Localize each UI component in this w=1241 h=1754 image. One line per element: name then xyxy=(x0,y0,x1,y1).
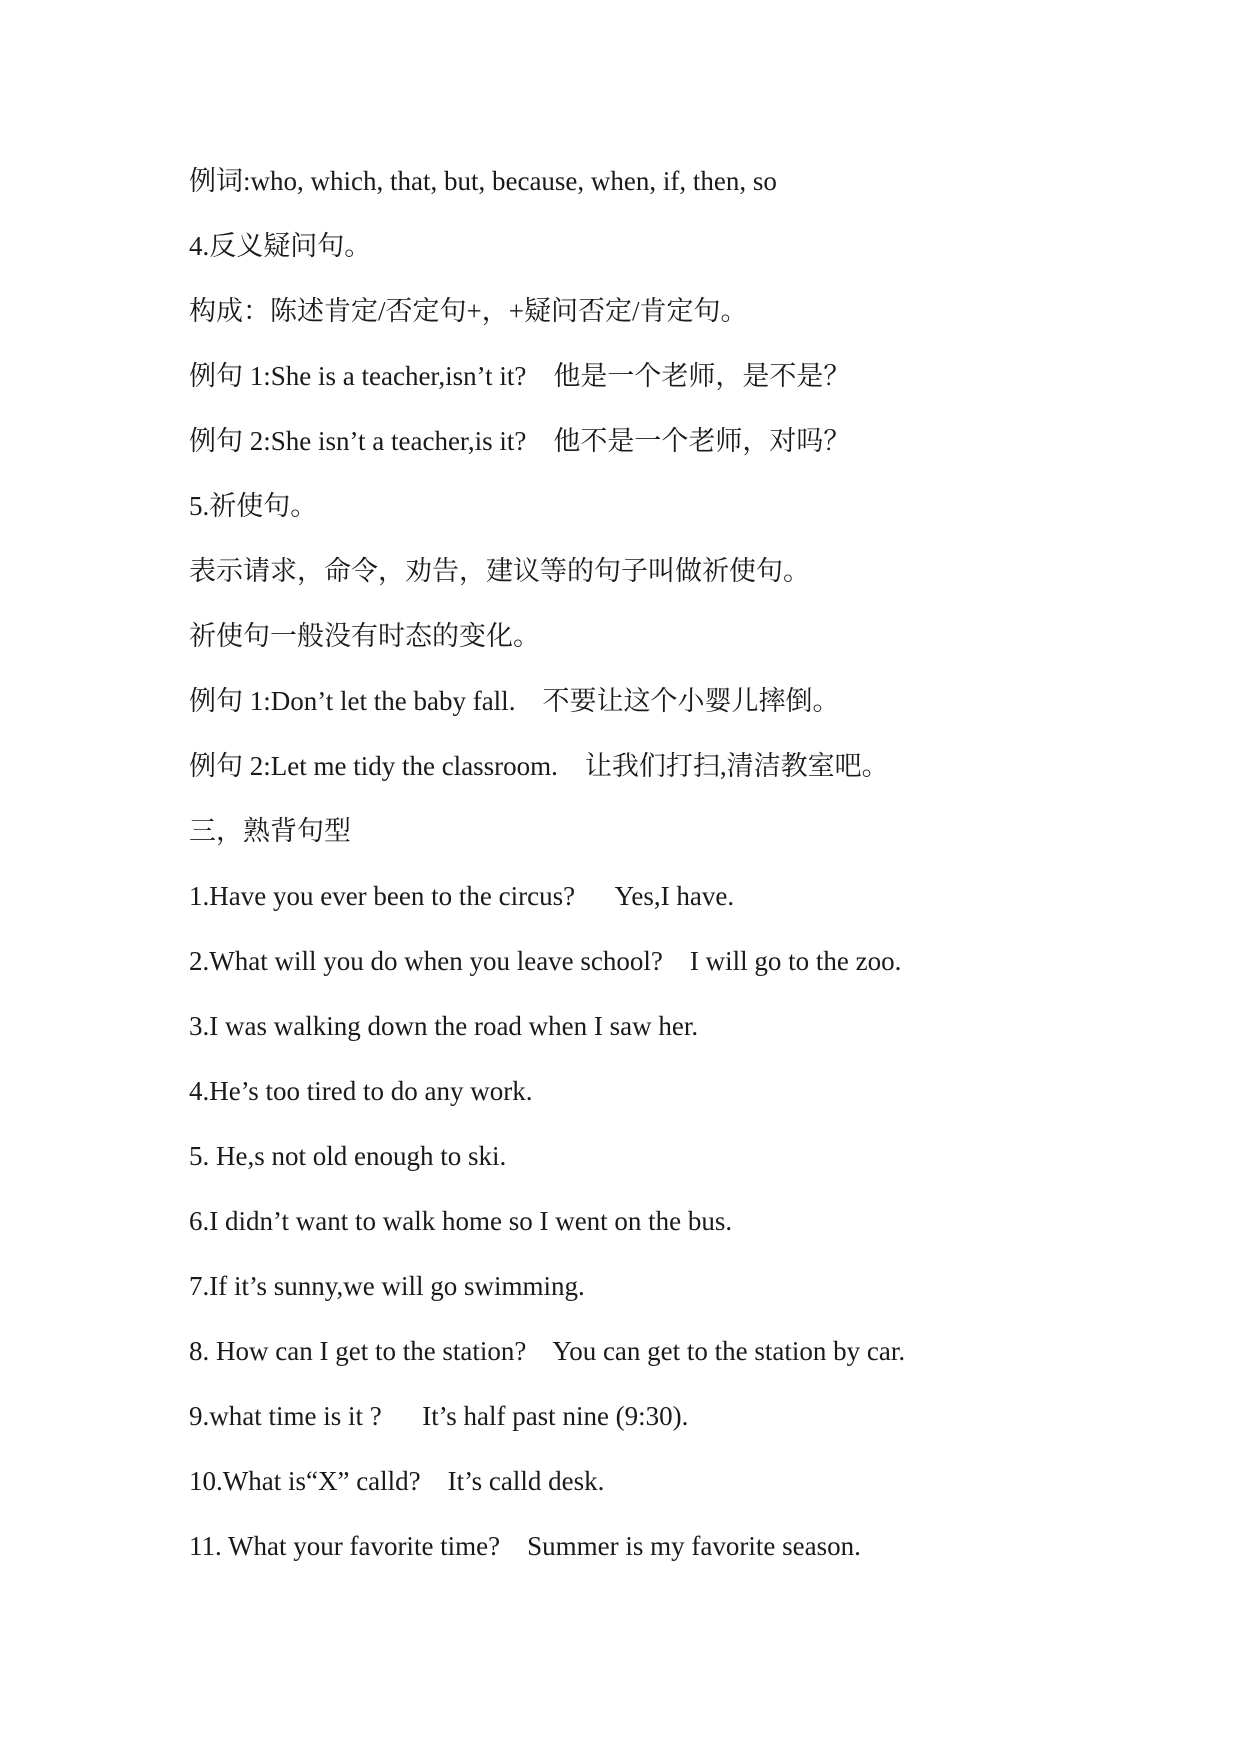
pattern-line-8: 8. How can I get to the station? You can get to the station by car. xyxy=(189,1336,906,1366)
example-sentence-4: 例句 2:Let me tidy the classroom. 让我们打扫,清洁教室吧。 xyxy=(189,751,889,781)
pattern-line-3: 3.I was walking down the road when I saw her. xyxy=(189,1011,699,1041)
heading-imperative: 5.祈使句。 xyxy=(189,491,318,521)
example-sentence-1: 例句 1:She is a teacher,isn’t it? 他是一个老师，是不是？ xyxy=(189,361,851,391)
pattern-line-5: 5. He,s not old enough to ski. xyxy=(189,1141,507,1171)
heading-tag-question: 4.反义疑问句。 xyxy=(189,231,372,261)
text-line-structure: 构成：陈述肯定/否定句+，+疑问否定/肯定句。 xyxy=(189,296,748,326)
text-line-imperative-tense: 祈使句一般没有时态的变化。 xyxy=(189,621,540,651)
pattern-line-1: 1.Have you ever been to the circus? Yes,I have. xyxy=(189,881,735,911)
example-sentence-2: 例句 2:She isn’t a teacher,is it? 他不是一个老师，对吗？ xyxy=(189,426,851,456)
text-line-example-words: 例词:who, which, that, but, because, when, if, then, so xyxy=(189,166,777,196)
pattern-line-4: 4.He’s too tired to do any work. xyxy=(189,1076,533,1106)
pattern-line-11: 11. What your favorite time? Summer is my favorite season. xyxy=(189,1531,861,1561)
text-line-imperative-definition: 表示请求，命令，劝告，建议等的句子叫做祈使句。 xyxy=(189,556,810,586)
pattern-line-10: 10.What is“X” calld? It’s calld desk. xyxy=(189,1466,605,1496)
example-sentence-3: 例句 1:Don’t let the baby fall. 不要让这个小婴儿摔倒。 xyxy=(189,686,840,716)
pattern-line-7: 7.If it’s sunny,we will go swimming. xyxy=(189,1271,585,1301)
pattern-line-2: 2.What will you do when you leave school? I will go to the zoo. xyxy=(189,946,902,976)
document-body xyxy=(189,161,1089,1591)
pattern-line-6: 6.I didn’t want to walk home so I went on the bus. xyxy=(189,1206,733,1236)
heading-key-patterns: 三，熟背句型 xyxy=(189,816,351,846)
pattern-line-9: 9.what time is it ? It’s half past nine (9:30). xyxy=(189,1401,689,1431)
